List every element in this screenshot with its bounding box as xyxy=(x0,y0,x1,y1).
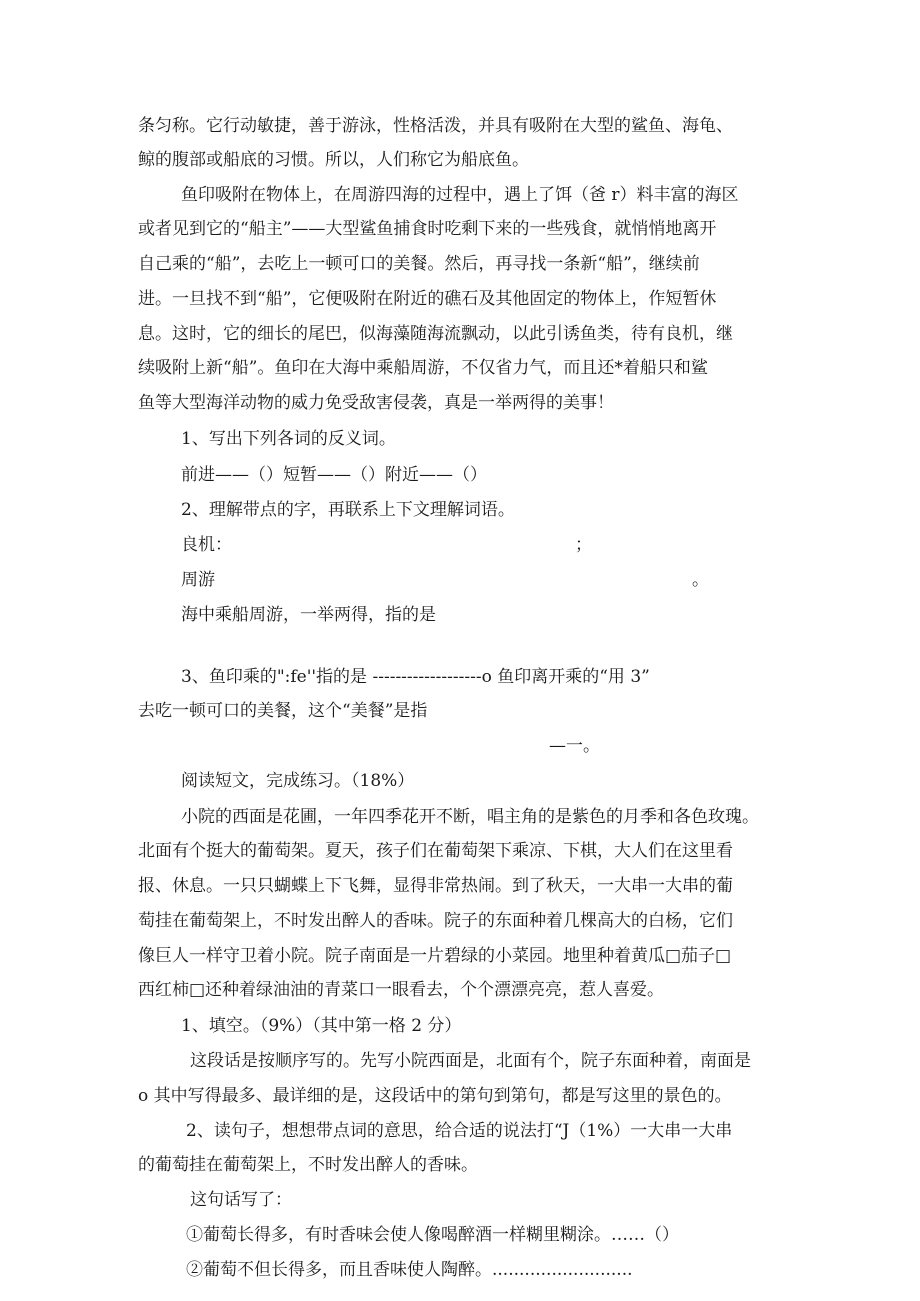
question-2-end-mark: 。 xyxy=(692,570,709,590)
passage2-line: 萄挂在葡萄架上，不时发出醉人的香味。院子的东面种着几棵高大的白杨，它们 xyxy=(138,911,733,931)
passage2-line: 北面有个挺大的葡萄架。夏天，孩子们在葡萄架下乘凉、下棋，大人们在这里看 xyxy=(138,841,733,861)
question-3-line: 3、鱼印乘的":fe''指的是 -------------------o 鱼印离开乘的“用 3” xyxy=(181,667,650,687)
question-read-line: 2、读句子，想想带点词的意思，给合适的说法打“J（1%）一大串一大串 xyxy=(186,1121,733,1141)
question-1-items: 前进——（）短暂——（）附近——（） xyxy=(181,465,487,485)
passage1-line: 条匀称。它行动敏捷，善于游泳，性格活泼，并具有吸附在大型的鲨鱼、海龟、 xyxy=(138,116,733,136)
passage1-line: 鲸的腹部或船底的习惯。所以，人们称它为船底鱼。 xyxy=(138,150,529,170)
passage2-line: 像巨人一样守卫着小院。院子南面是一片碧绿的小菜园。地里种着黄瓜□茄子□ xyxy=(138,946,732,966)
passage1-line: 自己乘的“船”，去吃上一顿可口的美餐。然后，再寻找一条新“船”，继续前 xyxy=(138,254,700,274)
question-fill: 1、填空。（9%）（其中第一格 2 分） xyxy=(181,1016,462,1036)
passage2-line: 西红柿□还种着绿油油的青菜口一眼看去，个个漂漂亮亮，惹人喜爱。 xyxy=(138,980,665,1000)
question-2-label-zhouyou: 周游 xyxy=(181,570,215,590)
passage1-line: 息。这时，它的细长的尾巴，似海藻随海流飘动，以此引诱鱼类，待有良机，继 xyxy=(138,324,733,344)
question-3-end: —一。 xyxy=(549,736,600,756)
passage2-line: 报、休息。一只只蝴蝶上下飞舞，显得非常热闹。到了秋天，一大串一大串的葡 xyxy=(138,876,733,896)
passage1-line: 续吸附上新“船”。鱼印在大海中乘船周游，不仅省力气，而且还*着船只和鲨 xyxy=(138,358,708,378)
question-fill-line: o 其中写得最多、最详细的是，这段话中的第句到第句，都是写这里的景色的。 xyxy=(138,1086,732,1106)
question-2-label-liangji: 良机： xyxy=(181,535,232,555)
passage2-line: 小院的西面是花圃，一年四季花开不断，唱主角的是紫色的月季和各色玫瑰。 xyxy=(181,807,759,827)
question-read-line: 的葡萄挂在葡萄架上，不时发出醉人的香味。 xyxy=(138,1155,478,1175)
option-1: ①葡萄长得多，有时香味会使人像喝醉酒一样糊里糊涂。……（） xyxy=(186,1225,679,1245)
question-1: 1、写出下列各词的反义词。 xyxy=(181,429,396,449)
question-2-end-mark: ； xyxy=(575,535,592,555)
option-2: ②葡萄不但长得多，而且香味使人陶醉。.......................... xyxy=(186,1260,633,1280)
question-read-intro: 这句话写了： xyxy=(190,1190,292,1210)
passage1-line: 或者见到它的“船主”——大型鲨鱼捕食时吃剩下来的一些残食，就悄悄地离开 xyxy=(138,219,717,239)
question-fill-line: 这段话是按顺序写的。先写小院西面是，北面有个，院子东面种着，南面是 xyxy=(190,1051,751,1071)
question-3-line: 去吃一顿可口的美餐，这个“美餐”是指 xyxy=(138,701,428,721)
passage1-line: 鱼印吸附在物体上，在周游四海的过程中，遇上了饵（爸 r）料丰富的海区 xyxy=(181,185,739,205)
question-2-line: 海中乘船周游，一举两得，指的是 xyxy=(181,605,436,625)
passage1-line: 鱼等大型海洋动物的威力免受敌害侵袭，真是一举两得的美事！ xyxy=(138,393,614,413)
section-title: 阅读短文，完成练习。（18%） xyxy=(181,771,415,791)
passage1-line: 进。一旦找不到“船”，它便吸附在附近的礁石及其他固定的物体上，作短暂休 xyxy=(138,289,717,309)
question-2: 2、理解带点的字，再联系上下文理解词语。 xyxy=(181,500,515,520)
